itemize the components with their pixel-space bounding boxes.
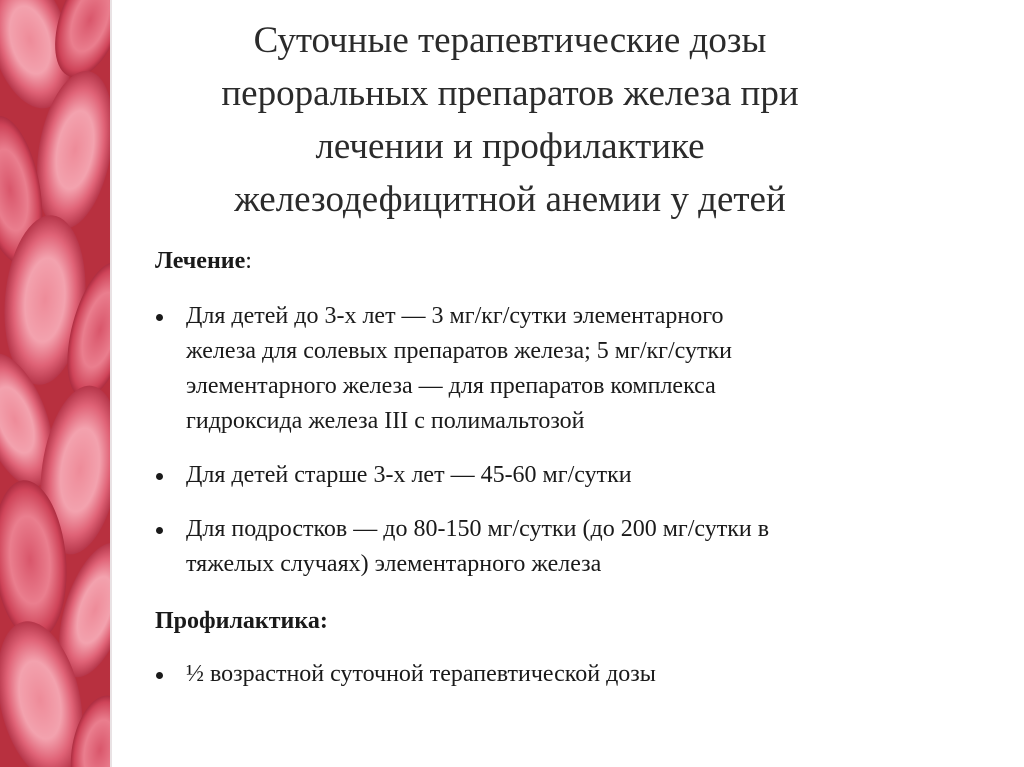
bullet-icon [156,314,163,321]
title-line: лечении и профилактике [315,126,705,167]
slide-body [155,244,965,692]
list-item-line: Для детей старше 3-х лет — 45-60 мг/сутки [186,462,632,488]
treatment-heading [155,244,965,279]
title-line: пероральных препаратов железа при [221,73,799,114]
treatment-heading-colon: : [245,248,252,274]
blood-cells-image [0,0,110,767]
strip-divider [110,0,112,767]
list-item [155,299,965,439]
list-item [155,512,965,582]
list-item-line: Для детей до 3-х лет — 3 мг/кг/сутки элементарного [186,303,724,329]
list-item-line: тяжелых случаях) элементарного железа [186,551,602,577]
treatment-heading-text: Лечение [155,248,246,274]
bullet-icon [156,473,163,480]
prevention-list [155,657,965,692]
list-item-line: ½ возрастной суточной терапевтической дозы [186,661,656,687]
bullet-icon [156,527,163,534]
bullet-icon [156,672,163,679]
list-item-line: гидроксида железа III с полимальтозой [186,408,585,434]
list-item-line: элементарного железа — для препаратов комплекса [186,373,716,399]
list-item [155,458,965,493]
list-item-line: Для подростков — до 80-150 мг/сутки (до 200 мг/сутки в [186,516,770,542]
slide-title [130,14,890,226]
title-line: Суточные терапевтические дозы [253,20,767,61]
list-item-line: железа для солевых препаратов железа; 5 мг/кг/сутки [186,338,732,364]
treatment-list [155,299,965,582]
list-item [155,657,965,692]
prevention-heading: Профилактика: [155,608,328,634]
title-line: железодефицитной анемии у детей [234,179,786,220]
